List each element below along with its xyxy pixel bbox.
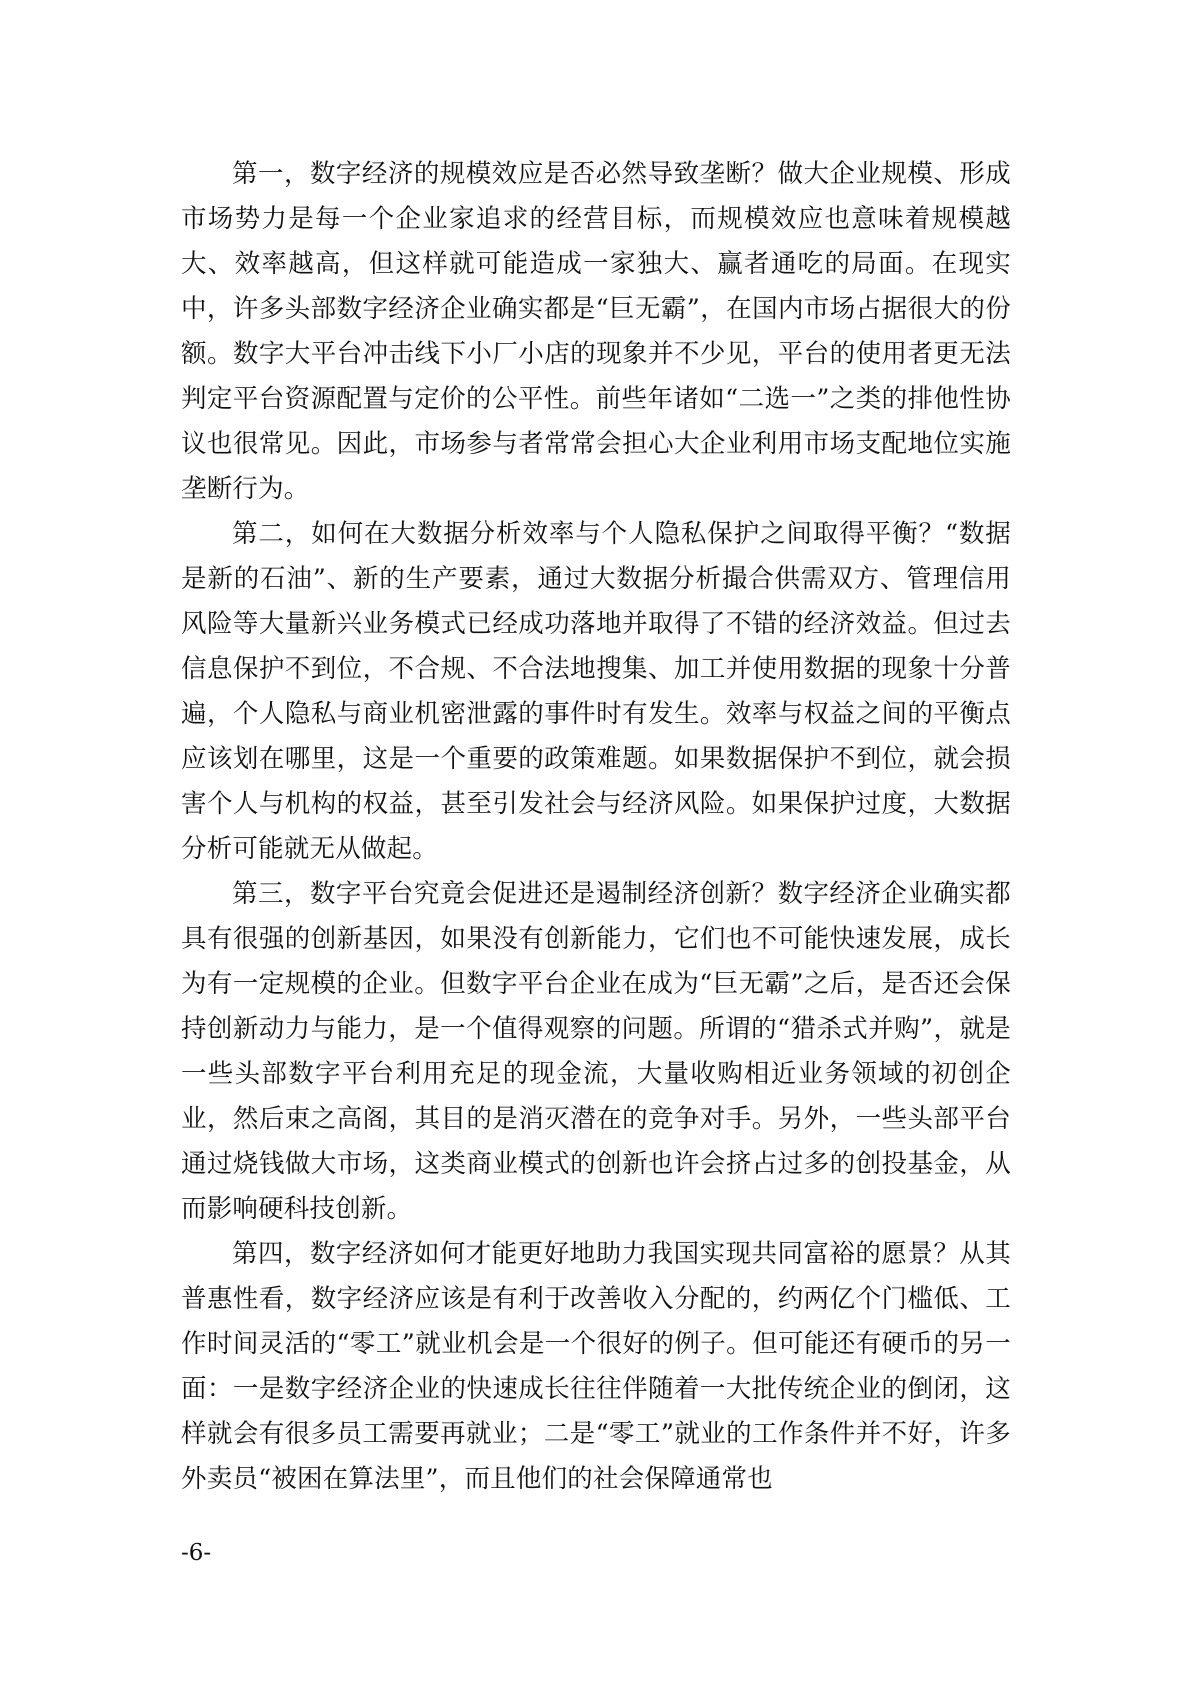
paragraph-4: 第四，数字经济如何才能更好地助力我国实现共同富裕的愿景？从其普惠性看，数字经济应该是有利于改善收入分配的，约两亿个门槛低、工作时间灵活的“零工”就业机会是一个很好的例子。但可能还有硬币的另一面：一是数字经济企业的快速成长往往伴随着一大批传统企业的倒闭，这样就会有很多员工需要再就业；二是“零工”就业的工作条件并不好，许多外卖员“被困在算法里”，而且他们的社会保障通常也	[181, 1239, 1011, 1494]
document-body	[181, 152, 1011, 1502]
paragraph-1: 第一，数字经济的规模效应是否必然导致垄断？做大企业规模、形成市场势力是每一个企业家追求的经营目标，而规模效应也意味着规模越大、效率越高，但这样就可能造成一家独大、赢者通吃的局面。在现实中，许多头部数字经济企业确实都是“巨无霸”，在国内市场占据很大的份额。数字大平台冲击线下小厂小店的现象并不少见，平台的使用者更无法判定平台资源配置与定价的公平性。前些年诸如“二选一”之类的排他性协议也很常见。因此，市场参与者常常会担心大企业利用市场支配地位实施垄断行为。	[181, 159, 1011, 504]
paragraph-3: 第三，数字平台究竟会促进还是遏制经济创新？数字经济企业确实都具有很强的创新基因，如果没有创新能力，它们也不可能快速发展，成长为有一定规模的企业。但数字平台企业在成为“巨无霸”之后，是否还会保持创新动力与能力，是一个值得观察的问题。所谓的“猎杀式并购”，就是一些头部数字平台利用充足的现金流，大量收购相近业务领域的初创企业，然后束之高阁，其目的是消灭潜在的竞争对手。另外，一些头部平台通过烧钱做大市场，这类商业模式的创新也许会挤占过多的创投基金，从而影响硬科技创新。	[181, 879, 1011, 1224]
paragraph-2: 第二，如何在大数据分析效率与个人隐私保护之间取得平衡？“数据是新的石油”、新的生产要素，通过大数据分析撮合供需双方、管理信用风险等大量新兴业务模式已经成功落地并取得了不错的经济效益。但过去信息保护不到位，不合规、不合法地搜集、加工并使用数据的现象十分普遍，个人隐私与商业机密泄露的事件时有发生。效率与权益之间的平衡点应该划在哪里，这是一个重要的政策难题。如果数据保护不到位，就会损害个人与机构的权益，甚至引发社会与经济风险。如果保护过度，大数据分析可能就无从做起。	[181, 519, 1011, 864]
page-number: -6-	[181, 1540, 212, 1566]
